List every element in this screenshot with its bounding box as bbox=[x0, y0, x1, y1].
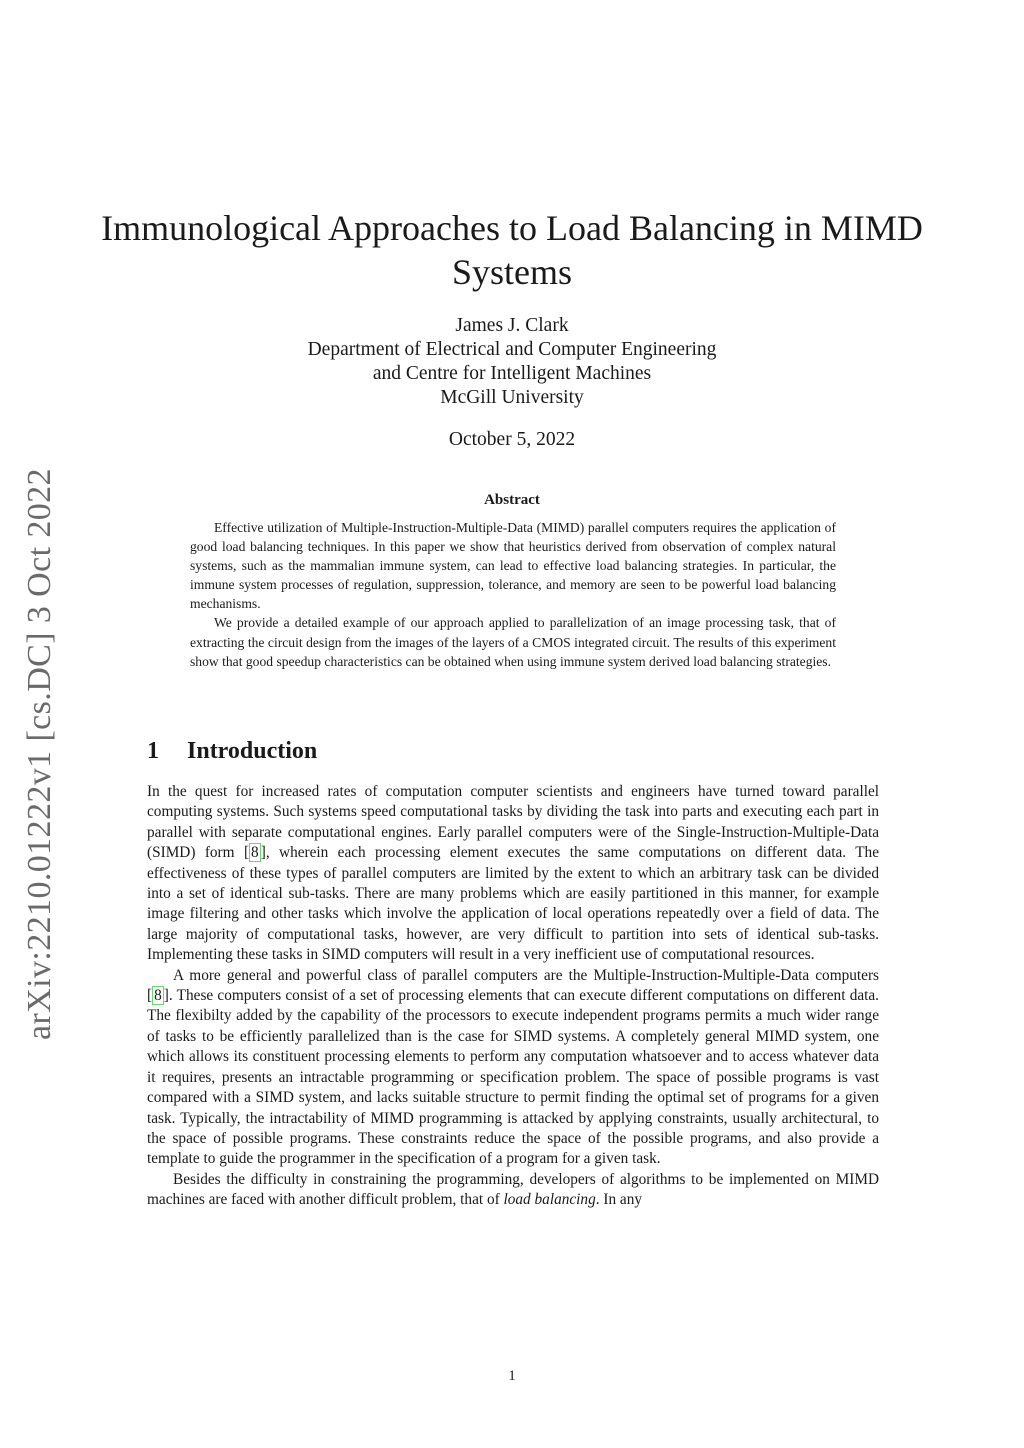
page-number: 1 bbox=[508, 1368, 516, 1384]
body-paragraph: In the quest for increased rates of computation computer scientists and engineers have turned toward parallel computing systems. Such systems speed computational tasks by dividing the task into parts and executing each part in parallel with separate computational engines. Early parallel computers were of the Single-Instruction-Multiple-Data (SIMD) form [ 8 ], wherein each processing element executes the same computations on different data. The effectiveness of these types of parallel computers are limited by the extent to which an arbitrary task can be divided into a set of identical sub-tasks. There are many problems which are easily partitioned in this manner, for example image filtering and other tasks which involve the application of local operations repeatedly over a field of data. The large majority of computational tasks, however, are very difficult to partition into sets of identical sub-tasks. Implementing these tasks in SIMD computers will result in a very inefficient use of computational resources. bbox=[147, 783, 879, 964]
affiliation-line: and Centre for Intelligent Machines bbox=[372, 363, 652, 384]
arxiv-identifier: arXiv:2210.01222v1 [cs.DC] 3 Oct 2022 bbox=[21, 468, 58, 1040]
abstract-body bbox=[190, 518, 836, 671]
paragraph-text: . These computers consist of a set of processing elements that can execute different computations on different data. The flexibilty added by the capability of the processors to execute independent programs permits a much wider range of tasks to be efficiently parallelized than is the case for SIMD systems. A completely general MIMD system, one which allows its constituent processing elements to perform any computation whatsoever and to access whatever data it requires, presents an intractable programming or specification problem. The space of possible programs is vast compared with a SIMD system, and lacks suitable structure to permit finding the optimal set of programs for a given task. Typically, the intractability of MIMD programming is attacked by applying constraints, usually architectural, to the space of possible programs. These constraints reduce the space of the possible programs, and also provide a template to guide the programmer in the specification of a program for a given task. bbox=[147, 987, 879, 1168]
section-title: Introduction bbox=[187, 738, 318, 764]
paragraph-text: A more general and powerful class of parallel computers are the Multiple-Instruction-Multiple-Data computers bbox=[173, 966, 879, 984]
body-paragraph bbox=[147, 1170, 879, 1211]
citation-link[interactable]: 8 bbox=[251, 844, 259, 862]
author-name: James J. Clark bbox=[455, 315, 569, 336]
body-paragraph: A more general and powerful class of parallel computers are the Multiple-Instruction-Multiple-Data computers [ 8 ]. These computers consist of a set of processing elements that can execute different computations on different data. The flexibilty added by the capability of the processors to execute independent programs permits a much wider range of tasks to be efficiently parallelized than is the case for SIMD systems. A completely general MIMD system, one which allows its constituent processing elements to perform any computation whatsoever and to access whatever data it requires, presents an intractable programming or specification problem. The space of possible programs is vast compared with a SIMD system, and lacks suitable structure to permit finding the optimal set of programs for a given task. Typically, the intractability of MIMD programming is attacked by applying constraints, usually architectural, to the space of possible programs. These constraints reduce the space of the possible programs, and also provide a template to guide the programmer in the specification of a program for a given task. bbox=[147, 966, 879, 1168]
abstract-heading: Abstract bbox=[484, 492, 540, 508]
paragraph-text: In the quest for increased rates of computation computer scientists and engineers have turned toward parallel computing systems. Such systems speed computational tasks by dividing the task into parts and executing each part in parallel with separate computational engines. Early parallel computers were of the Single-Instruction-Multiple-Data (SIMD) form bbox=[147, 783, 879, 862]
section-heading bbox=[147, 738, 879, 765]
paper-title: Immunological Approaches to Load Balancing in MIMD Systems bbox=[101, 208, 923, 292]
author-block bbox=[150, 314, 874, 410]
abstract-paragraph: We provide a detailed example of our approach applied to parallelization of an image processing task, that of extracting the circuit design from the images of the layers of a CMOS integrated circuit. The results of this experiment show that good speedup characteristics can be obtained when using immune system derived load balancing strategies. bbox=[190, 615, 836, 669]
affiliation-line: Department of Electrical and Computer Engineering bbox=[307, 339, 717, 360]
paragraph-text: Besides the difficulty in constraining the programming, developers of algorithms to be implemented on MIMD machines are faced with another difficult problem, that of bbox=[147, 1170, 879, 1209]
abstract-paragraph: Effective utilization of Multiple-Instruction-Multiple-Data (MIMD) parallel computers requires the application of good load balancing techniques. In this paper we show that heuristics derived from observation of complex natural systems, such as the mammalian immune system, can lead to effective load balancing strategies. In particular, the immune system processes of regulation, suppression, tolerance, and memory are seen to be powerful load balancing mechanisms. bbox=[190, 520, 836, 612]
citation-link[interactable]: 8 bbox=[154, 987, 162, 1005]
emphasized-term: load balancing bbox=[503, 1191, 596, 1209]
paragraph-text: , wherein each processing element executes the same computations on different data. The effectiveness of these types of parallel computers are limited by the extent to which an arbitrary task can be divided into a set of identical sub-tasks. There are many problems which are easily partitioned in this manner, for example image filtering and other tasks which involve the application of local operations repeatedly over a field of data. The large majority of computational tasks, however, are very difficult to partition into sets of identical sub-tasks. Implementing these tasks in SIMD computers will result in a very inefficient use of computational resources. bbox=[147, 844, 879, 964]
paragraph-text: . In any bbox=[595, 1191, 643, 1209]
section-number: 1 bbox=[147, 738, 159, 764]
affiliation-line: McGill University bbox=[440, 387, 584, 408]
paper-date: October 5, 2022 bbox=[448, 429, 576, 450]
introduction-body bbox=[147, 782, 879, 1211]
